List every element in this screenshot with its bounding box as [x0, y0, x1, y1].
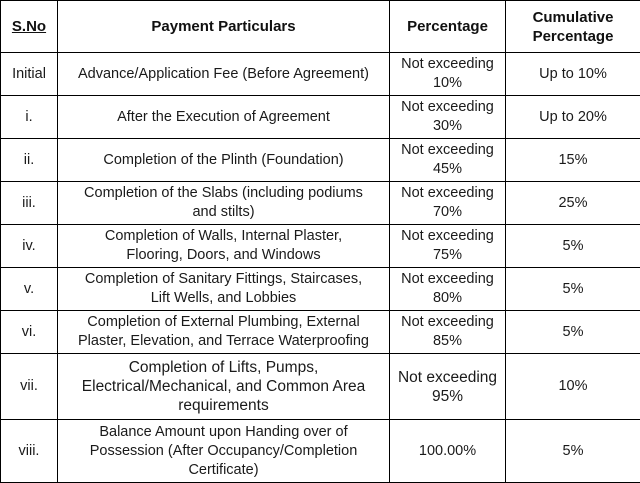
row-sno: Initial — [1, 53, 58, 96]
row-sno: viii. — [1, 420, 58, 483]
row-percentage — [390, 225, 506, 268]
row-percentage — [390, 311, 506, 354]
header-row — [1, 1, 640, 53]
percentage-line: 75% — [393, 246, 502, 265]
percentage-line: 30% — [393, 117, 502, 136]
table-row — [1, 96, 640, 139]
percentage-line: Not exceeding — [393, 227, 502, 246]
row-cumulative-percentage: 15% — [506, 139, 640, 182]
row-percentage — [390, 354, 506, 420]
row-cumulative-percentage: 25% — [506, 182, 640, 225]
row-sno: ii. — [1, 139, 58, 182]
row-percentage — [390, 182, 506, 225]
row-payment-particulars — [58, 311, 390, 354]
row-sno: vi. — [1, 311, 58, 354]
header-cumulative-percentage: Cumulative Percentage — [506, 1, 640, 53]
particulars-line: Certificate) — [61, 461, 386, 480]
percentage-line: Not exceeding — [393, 368, 502, 387]
percentage-line: 10% — [393, 74, 502, 93]
row-percentage — [390, 139, 506, 182]
percentage-line: Not exceeding — [393, 141, 502, 160]
header-sno: S.No — [1, 1, 58, 53]
row-cumulative-percentage: 5% — [506, 420, 640, 483]
particulars-line: Flooring, Doors, and Windows — [61, 246, 386, 265]
table-row — [1, 53, 640, 96]
row-cumulative-percentage: Up to 20% — [506, 96, 640, 139]
percentage-line: 100.00% — [393, 442, 502, 461]
row-payment-particulars — [58, 96, 390, 139]
row-payment-particulars — [58, 354, 390, 420]
particulars-line: Completion of External Plumbing, External — [61, 313, 386, 332]
particulars-line: Plaster, Elevation, and Terrace Waterproofing — [61, 332, 386, 351]
table-row — [1, 354, 640, 420]
row-percentage — [390, 96, 506, 139]
table-row — [1, 311, 640, 354]
percentage-line: 80% — [393, 289, 502, 308]
row-payment-particulars — [58, 420, 390, 483]
row-payment-particulars — [58, 182, 390, 225]
percentage-line: 85% — [393, 332, 502, 351]
row-cumulative-percentage: 5% — [506, 225, 640, 268]
row-sno: iv. — [1, 225, 58, 268]
particulars-line: After the Execution of Agreement — [61, 108, 386, 127]
percentage-line: Not exceeding — [393, 313, 502, 332]
row-percentage — [390, 420, 506, 483]
particulars-line: Completion of Sanitary Fittings, Staircases, — [61, 270, 386, 289]
row-sno: vii. — [1, 354, 58, 420]
particulars-line: and stilts) — [61, 203, 386, 222]
particulars-line: Lift Wells, and Lobbies — [61, 289, 386, 308]
table-row — [1, 225, 640, 268]
particulars-line: Advance/Application Fee (Before Agreement) — [61, 65, 386, 84]
header-payment-particulars: Payment Particulars — [58, 1, 390, 53]
particulars-line: Completion of Lifts, Pumps, — [61, 358, 386, 377]
particulars-line: Balance Amount upon Handing over of — [61, 423, 386, 442]
percentage-line: Not exceeding — [393, 184, 502, 203]
row-percentage — [390, 268, 506, 311]
percentage-line: Not exceeding — [393, 98, 502, 117]
table-row — [1, 139, 640, 182]
row-sno: i. — [1, 96, 58, 139]
row-payment-particulars — [58, 139, 390, 182]
row-cumulative-percentage: 5% — [506, 311, 640, 354]
particulars-line: Completion of the Plinth (Foundation) — [61, 151, 386, 170]
particulars-line: requirements — [61, 396, 386, 415]
table-row — [1, 420, 640, 483]
row-cumulative-percentage: 5% — [506, 268, 640, 311]
table-body — [1, 53, 640, 483]
row-payment-particulars — [58, 225, 390, 268]
row-sno: iii. — [1, 182, 58, 225]
particulars-line: Completion of Walls, Internal Plaster, — [61, 227, 386, 246]
particulars-line: Completion of the Slabs (including podiums — [61, 184, 386, 203]
particulars-line: Electrical/Mechanical, and Common Area — [61, 377, 386, 396]
row-payment-particulars — [58, 268, 390, 311]
row-cumulative-percentage: 10% — [506, 354, 640, 420]
row-sno: v. — [1, 268, 58, 311]
percentage-line: Not exceeding — [393, 55, 502, 74]
header-percentage: Percentage — [390, 1, 506, 53]
percentage-line: 45% — [393, 160, 502, 179]
particulars-line: Possession (After Occupancy/Completion — [61, 442, 386, 461]
percentage-line: 95% — [393, 387, 502, 406]
percentage-line: 70% — [393, 203, 502, 222]
table-row — [1, 182, 640, 225]
row-cumulative-percentage: Up to 10% — [506, 53, 640, 96]
row-payment-particulars — [58, 53, 390, 96]
percentage-line: Not exceeding — [393, 270, 502, 289]
table-row — [1, 268, 640, 311]
row-percentage — [390, 53, 506, 96]
